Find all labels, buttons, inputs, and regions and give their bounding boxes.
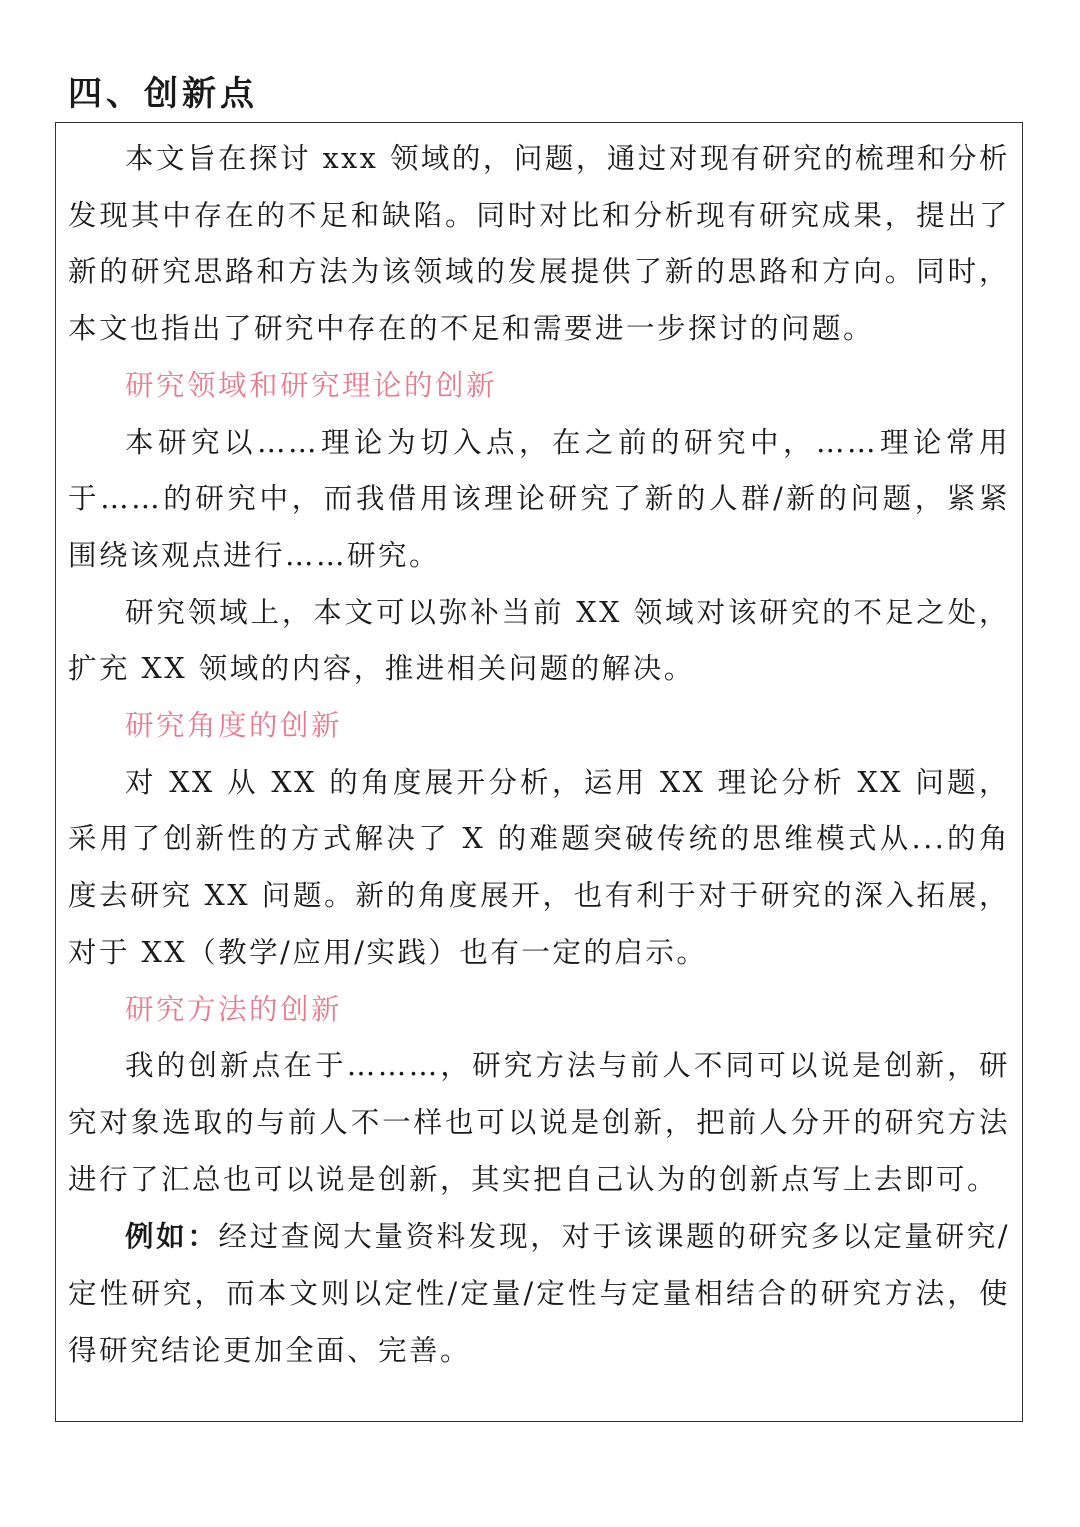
content-box bbox=[55, 122, 1023, 1422]
subheading-field-theory: 研究领域和研究理论的创新 bbox=[125, 368, 498, 402]
perspective-paragraph: 对 XX 从 XX 的角度展开分析，运用 XX 理论分析 XX 问题，采用了创新性的方式解决了 X 的难题突破传统的思维模式从...的角度去研究 XX 问题。新的角度展开，也有利于对于研究的深入拓展，对于 XX（教学/应用/实践）也有一定的启示。 bbox=[68, 765, 1010, 969]
intro-paragraph: 本文旨在探讨 xxx 领域的，问题，通过对现有研究的梳理和分析发现其中存在的不足和缺陷。同时对比和分析现有研究成果，提出了新的研究思路和方法为该领域的发展提供了新的思路和方向。同时，本文也指出了研究中存在的不足和需要进一步探讨的问题。 bbox=[68, 142, 1010, 346]
example-paragraph bbox=[68, 1208, 1010, 1379]
theory-paragraph: 本研究以……理论为切入点，在之前的研究中，……理论常用于……的研究中，而我借用该理论研究了新的人群/新的问题，紧紧围绕该观点进行……研究。 bbox=[68, 425, 1010, 572]
method-paragraph: 我的创新点在于………，研究方法与前人不同可以说是创新，研究对象选取的与前人不一样也可以说是创新，把前人分开的研究方法进行了汇总也可以说是创新，其实把自己认为的创新点写上去即可。 bbox=[68, 1049, 1010, 1196]
example-lead: 例如： bbox=[125, 1219, 219, 1254]
section-title: 四、创新点 bbox=[68, 74, 258, 114]
subheading-method: 研究方法的创新 bbox=[125, 992, 343, 1026]
field-paragraph: 研究领域上，本文可以弥补当前 XX 领域对该研究的不足之处，扩充 XX 领域的内容，推进相关问题的解决。 bbox=[68, 595, 1010, 686]
subheading-perspective: 研究角度的创新 bbox=[125, 709, 343, 743]
example-body: 经过查阅大量资料发现，对于该课题的研究多以定量研究/定性研究，而本文则以定性/定量/定性与定量相结合的研究方法，使得研究结论更加全面、完善。 bbox=[68, 1220, 1010, 1367]
